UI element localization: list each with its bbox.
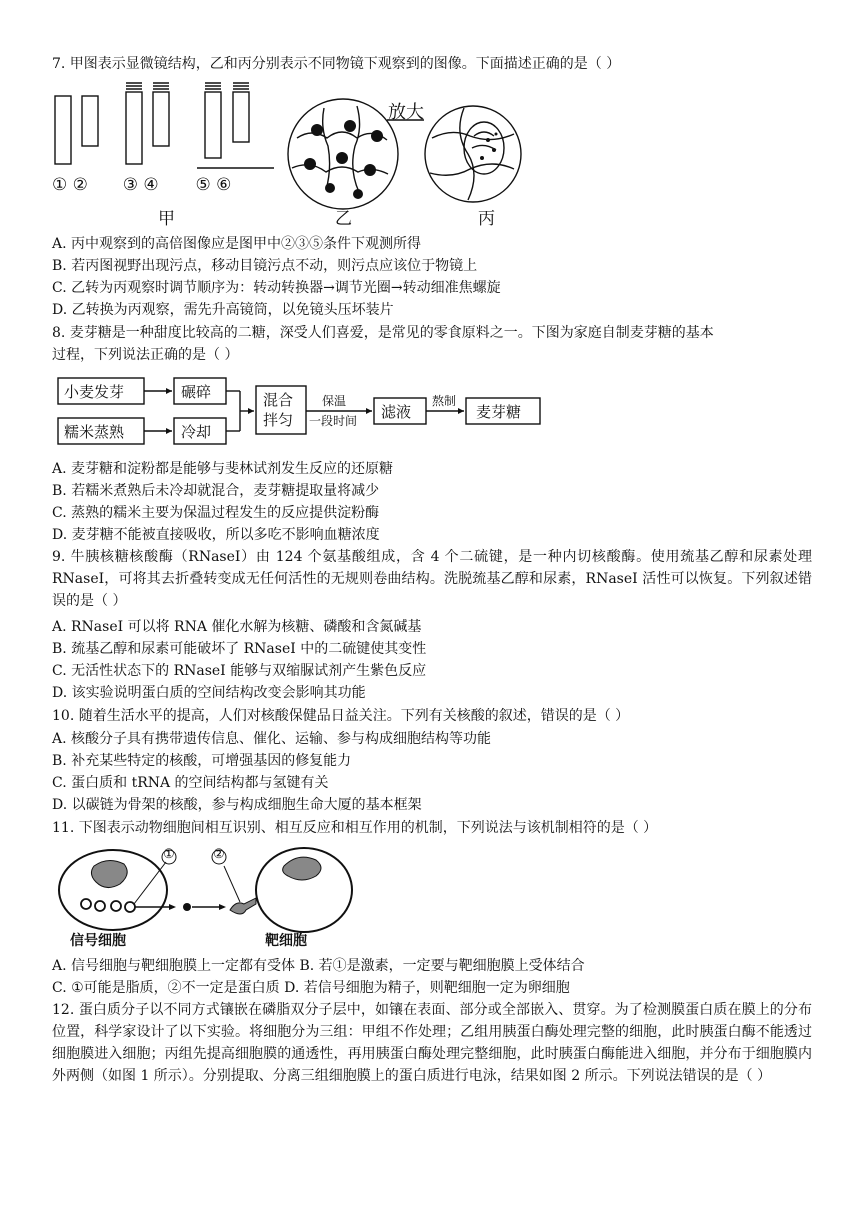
- maltose-flowchart: [56, 376, 546, 446]
- enlarge-label: 放大: [388, 102, 424, 123]
- flow-keep-1: 保温: [322, 394, 347, 408]
- flow-crush: 碾碎: [181, 383, 212, 401]
- q7-option-d: D. 乙转换为丙观察，需先升高镜筒，以免镜头压坏装片: [52, 302, 394, 318]
- target-cell-label: 靶细胞: [265, 933, 307, 949]
- flow-maltose: 麦芽糖: [476, 403, 522, 421]
- q9-option-b: B. 巯基乙醇和尿素可能破坏了 RNaseI 中的二硫键使其变性: [52, 641, 427, 657]
- cells-high-power: [425, 106, 521, 202]
- lens-labels: [52, 175, 231, 195]
- q8-option-d: D. 麦芽糖不能被直接吸收，所以多吃不影响血糖浓度: [52, 527, 380, 543]
- q11-stem: 11. 下图表示动物细胞间相互识别、相互反应和相互作用的机制，下列说法与该机制相符的是（ ）: [52, 820, 658, 836]
- q8-stem-line2: 过程，下列说法正确的是（ ）: [52, 347, 239, 363]
- figure-label-jia: 甲: [158, 209, 175, 229]
- q10-option-a: A. 核酸分子具有携带遗传信息、催化、运输、参与构成细胞结构等功能: [52, 731, 492, 747]
- marker-2: ②: [213, 847, 225, 862]
- q8-option-c: C. 蒸熟的糯米主要为保温过程发生的反应提供淀粉酶: [52, 505, 380, 521]
- q8-option-b: B. 若糯米煮熟后未冷却就混合，麦芽糖提取量将减少: [52, 483, 380, 499]
- q9-option-d: D. 该实验说明蛋白质的空间结构改变会影响其功能: [52, 685, 366, 701]
- receptor: [230, 898, 256, 914]
- q10-stem: 10. 随着生活水平的提高，人们对核酸保健品日益关注。下列有关核酸的叙述，错误的是（ ）: [52, 708, 630, 724]
- lens-label-2: ②: [72, 175, 88, 195]
- flow-filtrate: 滤液: [381, 403, 412, 421]
- q11-options-ab: A. 信号细胞与靶细胞膜上一定都有受体 B. 若①是激素，一定要与靶细胞膜上受体结合: [52, 958, 585, 974]
- q8-stem-line1: 8. 麦芽糖是一种甜度比较高的二糖，深受人们喜爱，是常见的零食原料之一。下图为家庭自制麦芽糖的基本: [52, 325, 714, 341]
- marker-1: ①: [163, 847, 175, 862]
- q7-option-b: B. 若丙图视野出现污点，移动目镜污点不动，则污点应该位于物镜上: [52, 258, 478, 274]
- lens-label-6: ⑥: [216, 175, 232, 195]
- q7-option-a: A. 丙中观察到的高倍图像应是图甲中②③⑤条件下观测所得: [52, 236, 422, 252]
- q10-option-d: D. 以碳链为骨架的核酸，参与构成细胞生命大厦的基本框架: [52, 797, 422, 813]
- target-cell-nucleus: [283, 857, 321, 880]
- figure-label-yi: 乙: [335, 209, 352, 229]
- q9-option-a: A. RNaseI 可以将 RNA 催化水解为核糖、磷酸和含氮碱基: [52, 619, 422, 635]
- q9-stem: 9. 牛胰核糖核酸酶（RNaseI）由 124 个氨基酸组成，含 4 个二硫键，是一种内切核酸酶。使用巯基乙醇和尿素处理 RNaseI，可将其去折叠转变成无任何活性的无规则卷曲结构。洗脱巯基乙醇和尿素，RNaseI 活性可以恢复。下列叙述错误的是（ ）: [52, 549, 812, 609]
- flow-keep-2: 一段时间: [309, 414, 358, 428]
- lens-label-4: ④: [143, 175, 159, 195]
- q7-stem: 7. 甲图表示显微镜结构，乙和丙分别表示不同物镜下观察到的图像。下面描述正确的是（ ）: [52, 56, 621, 72]
- cell-signaling-diagram: [56, 846, 356, 936]
- flow-mix-2: 拌匀: [263, 411, 294, 429]
- signal-cell-nucleus: [91, 860, 127, 887]
- flow-rice: 糯米蒸熟: [64, 423, 125, 441]
- q11-options-cd: C. ①可能是脂质，②不一定是蛋白质 D. 若信号细胞为精子，则靶细胞一定为卵细胞: [52, 980, 570, 996]
- flow-wheat: 小麦发芽: [64, 383, 125, 401]
- microscope-lenses: [55, 83, 274, 168]
- q10-option-c: C. 蛋白质和 tRNA 的空间结构都与氢键有关: [52, 775, 329, 791]
- flow-cool: 冷却: [181, 423, 212, 441]
- lens-label-5: ⑤: [195, 175, 211, 195]
- lens-label-3: ③: [122, 175, 138, 195]
- cells-low-power: [288, 99, 398, 209]
- figure-label-bing: 丙: [478, 209, 495, 229]
- q12-stem: 12. 蛋白质分子以不同方式镶嵌在磷脂双分子层中，如镶在表面、部分或全部嵌入、贯穿。为了检测膜蛋白质在膜上的分布位置，科学家设计了以下实验。将细胞分为三组：甲组不作处理；乙组用胰蛋白酶处理完整的细胞，此时胰蛋白酶不能透过细胞膜进入细胞；丙组先提高细胞膜的通透性，再用胰蛋白酶处理完整细胞，此时胰蛋白酶能进入细胞，并分布于细胞膜内外两侧（如图 1 所示）。分别提取、分离三组细胞膜上的蛋白质进行电泳，结果如图 2 所示。下列说法错误的是（ ）: [52, 1002, 812, 1084]
- signal-cell-label: 信号细胞: [70, 933, 126, 949]
- flow-mix-1: 混合: [263, 391, 294, 409]
- lens-label-1: ①: [52, 175, 68, 195]
- q9-option-c: C. 无活性状态下的 RNaseI 能够与双缩脲试剂产生紫色反应: [52, 663, 427, 679]
- q10-option-b: B. 补充某些特定的核酸，可增强基因的修复能力: [52, 753, 352, 769]
- q8-option-a: A. 麦芽糖和淀粉都是能够与斐林试剂发生反应的还原糖: [52, 461, 394, 477]
- q7-option-c: C. 乙转为丙观察时调节顺序为：转动转换器→调节光圈→转动细准焦螺旋: [52, 280, 501, 296]
- flow-boil: 熬制: [432, 394, 457, 408]
- q7-figure: [52, 78, 512, 228]
